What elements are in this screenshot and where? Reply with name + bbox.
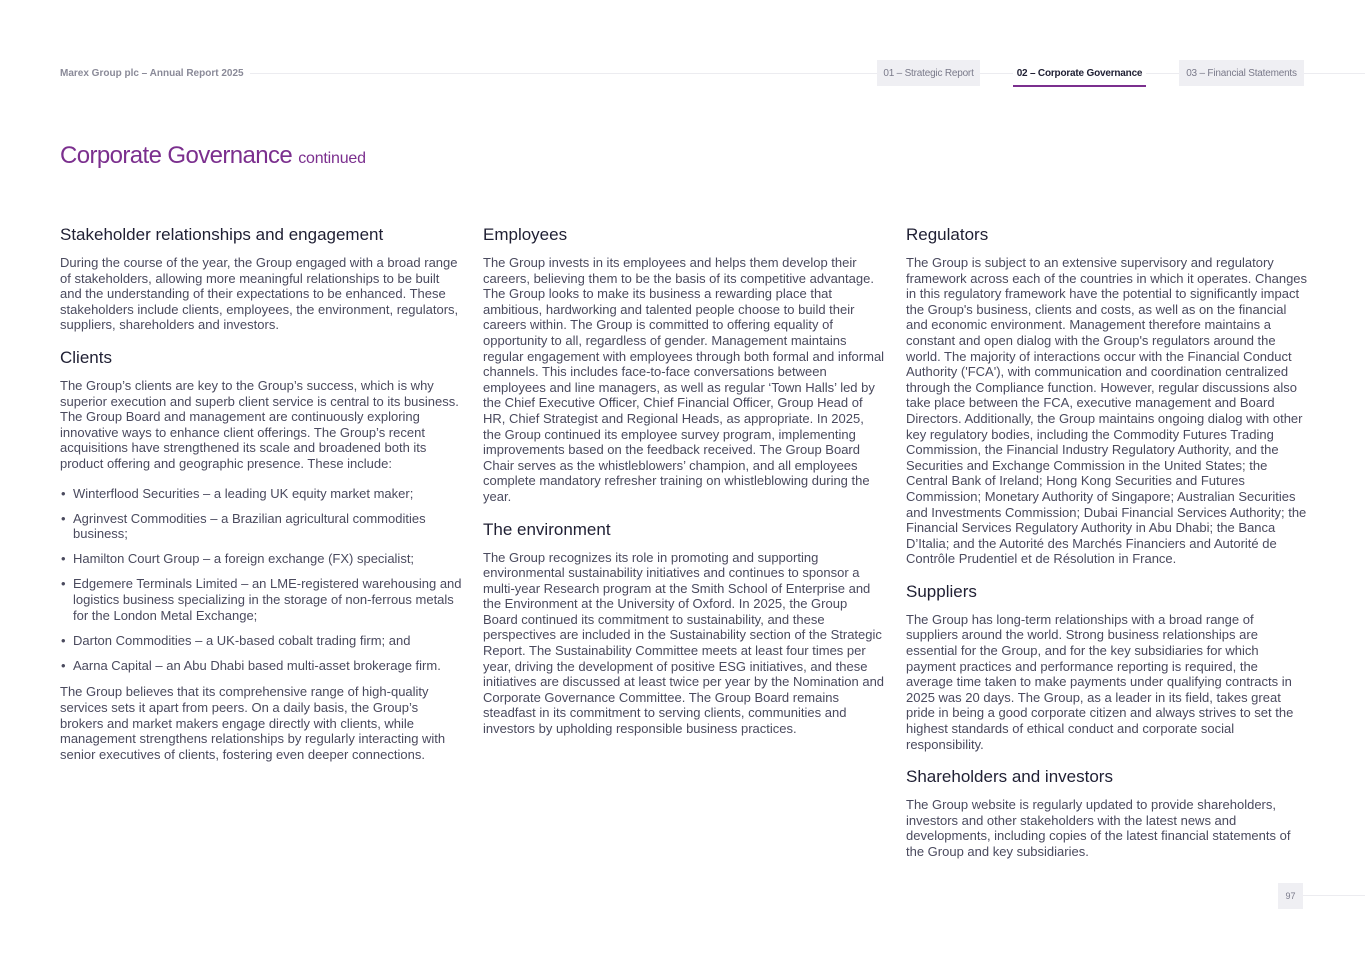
- list-item: • Winterflood Securities – a leading UK equity market maker;: [61, 485, 414, 501]
- list-item: • Edgemere Terminals Limited – an LME-registered warehousing and logistics business specializing in the storage of non-ferrous metals for the London Metal Exchange;: [61, 576, 462, 623]
- stakeholder-heading: Stakeholder relationships and engagement: [60, 225, 384, 244]
- list-item-text: Aarna Capital – an Abu Dhabi based multi-asset brokerage firm.: [73, 657, 441, 673]
- acquisitions-list: [60, 486, 462, 674]
- employees-body: The Group invests in its employees and helps them develop their careers, believing them to be the basis of its competitive advantage. The Group looks to make its business a rewarding place that ambitious, hardworking and talented people choose to build their careers within. The Group is committed to offering equality of opportunity to all, regardless of gender. Management maintains regular engagement with employees through both formal and informal channels. This includes face-to-face conversations between employees and line managers, as well as regular ‘Town Halls’ led by the Chief Executive Officer, Chief Financial Officer, Group Head of HR, Chief Strategist and Regional Heads, as appropriate. In 2025, the Group continued its employee survey program, implementing improvements based on the feedback received. The Group Board Chair serves as the whistleblowers’ champion, and all employees complete mandatory refresher training on whistleblowing during the year.: [483, 255, 885, 504]
- report-title: Marex Group plc – Annual Report 2025: [60, 68, 244, 79]
- column-right: [906, 224, 1308, 874]
- clients-closing: The Group believes that its comprehensive range of high-quality services sets it apart from peers. On a daily basis, the Group’s brokers and market makers engage directly with clients, while management strengthens relationships by regularly interacting with senior executives of clients, fostering even deeper connections.: [60, 684, 446, 762]
- list-item-text: Agrinvest Commodities – a Brazilian agricultural commodities business;: [73, 510, 426, 542]
- tab-strategic-report[interactable]: 01 – Strategic Report: [877, 60, 980, 86]
- environment-heading: The environment: [483, 519, 611, 539]
- clients-body: The Group’s clients are key to the Group’s success, which is why superior execution and superb client service is central to its business. The Group Board and management are continuously exploring innovative ways to enhance client offerings. The Group’s recent acquisitions have strengthened its scale and broadened both its product offering and geographic presence. These include:: [60, 377, 459, 471]
- employees-heading: Employees: [483, 225, 568, 244]
- page-title-main: Corporate Governance: [60, 142, 293, 169]
- list-item: • Hamilton Court Group – a foreign exchange (FX) specialist;: [61, 551, 415, 567]
- tab-corporate-governance[interactable]: 02 – Corporate Governance: [1013, 60, 1146, 87]
- suppliers-body: The Group has long-term relationships with a broad range of suppliers around the world. Strong business relationships are essential for the Group, and for the key subsidiaries for which payment practices and performance reporting is required, the average time taken to make payments under qualifying contracts in 2025 was 20 days. The Group, as a leader in its field, takes great pride in being a good corporate citizen and always strives to set the highest standards of ethical conduct and corporate social responsibility.: [906, 611, 1294, 752]
- list-item-text: Winterflood Securities – a leading UK equity market maker;: [73, 485, 414, 501]
- clients-heading: Clients: [60, 347, 112, 367]
- shareholders-heading: Shareholders and investors: [906, 767, 1113, 787]
- page-title-suffix: continued: [298, 150, 366, 167]
- list-item-text: Edgemere Terminals Limited – an LME-registered warehousing and logistics business specializing in the storage of non-ferrous metals for the London Metal Exchange;: [73, 576, 462, 623]
- column-left: [60, 224, 462, 776]
- footer-rule: [1303, 895, 1365, 896]
- regulators-heading: Regulators: [906, 225, 989, 244]
- stakeholder-body: During the course of the year, the Group engaged with a broad range of stakeholders, allowing more meaningful relationships to be built and the understanding of their expectations to be enhanced. These stakeholders include clients, employees, the environment, regulators, suppliers, shareholders and investors.: [60, 255, 459, 333]
- list-item: • Darton Commodities – a UK-based cobalt trading firm; and: [61, 632, 411, 648]
- environment-body: The Group recognizes its role in promoting and supporting environmental sustainability initiatives and continues to sponsor a multi-year Research program at the Smith School of Enterprise and the Environment at the University of Oxford. In 2025, the Group Board continued its commitment to sustainability, and these perspectives are included in the Sustainability section of the Strategic Report. The Sustainability Committee meets at least four times per year, driving the development of positive ESG initiatives, and these initiatives are discussed at least twice per year by the Nomination and Corporate Governance Committee. The Group Board remains steadfast in its commitment to serving clients, communities and investors by upholding responsible business practices.: [483, 549, 885, 737]
- suppliers-heading: Suppliers: [906, 581, 977, 601]
- shareholders-body: The Group website is regularly updated to provide shareholders, investors and other stakeholders with the latest news and developments, including copies of the latest financial statements of the Group and key subsidiaries.: [906, 797, 1291, 859]
- column-middle: [483, 224, 885, 751]
- tab-financial-statements[interactable]: 03 – Financial Statements: [1179, 60, 1304, 86]
- list-item-text: Hamilton Court Group – a foreign exchange (FX) specialist;: [73, 551, 415, 567]
- list-item: • Aarna Capital – an Abu Dhabi based multi-asset brokerage firm.: [61, 657, 441, 673]
- list-item-text: Darton Commodities – a UK-based cobalt trading firm; and: [73, 632, 411, 648]
- regulators-body: The Group is subject to an extensive supervisory and regulatory framework across each of the countries in which it operates. Changes in this regulatory framework have the potential to significantly impact the Group's business, clients and costs, as well as on the financial and economic environment. Management therefore maintains a constant and open dialog with the Group's regulators around the world. The majority of interactions occur with the Financial Conduct Authority ('FCA'), with communication and coordination centralized through the Compliance function. However, regular discussions also take place between the FCA, executive management and Board Directors. Additionally, the Group maintains ongoing dialog with other key regulatory bodies, including the Commodity Futures Trading Commission, the Financial Industry Regulatory Authority, and the Securities and Exchange Commission in the United States; the Central Bank of Ireland; Hong Kong Securities and Futures Commission; Monetary Authority of Singapore; Australian Securities and Investments Commission; Dubai Financial Services Authority; the Financial Services Regulatory Authority in Abu Dhabi; the Banca D’Italia; and the Autorité des Marchés Financiers and Autorité de Contrôle Prudentiel et de Résolution in France.: [906, 255, 1308, 567]
- page-title: [60, 142, 366, 170]
- list-item: • Agrinvest Commodities – a Brazilian agricultural commodities business;: [61, 510, 426, 542]
- page-number: 97: [1278, 883, 1303, 909]
